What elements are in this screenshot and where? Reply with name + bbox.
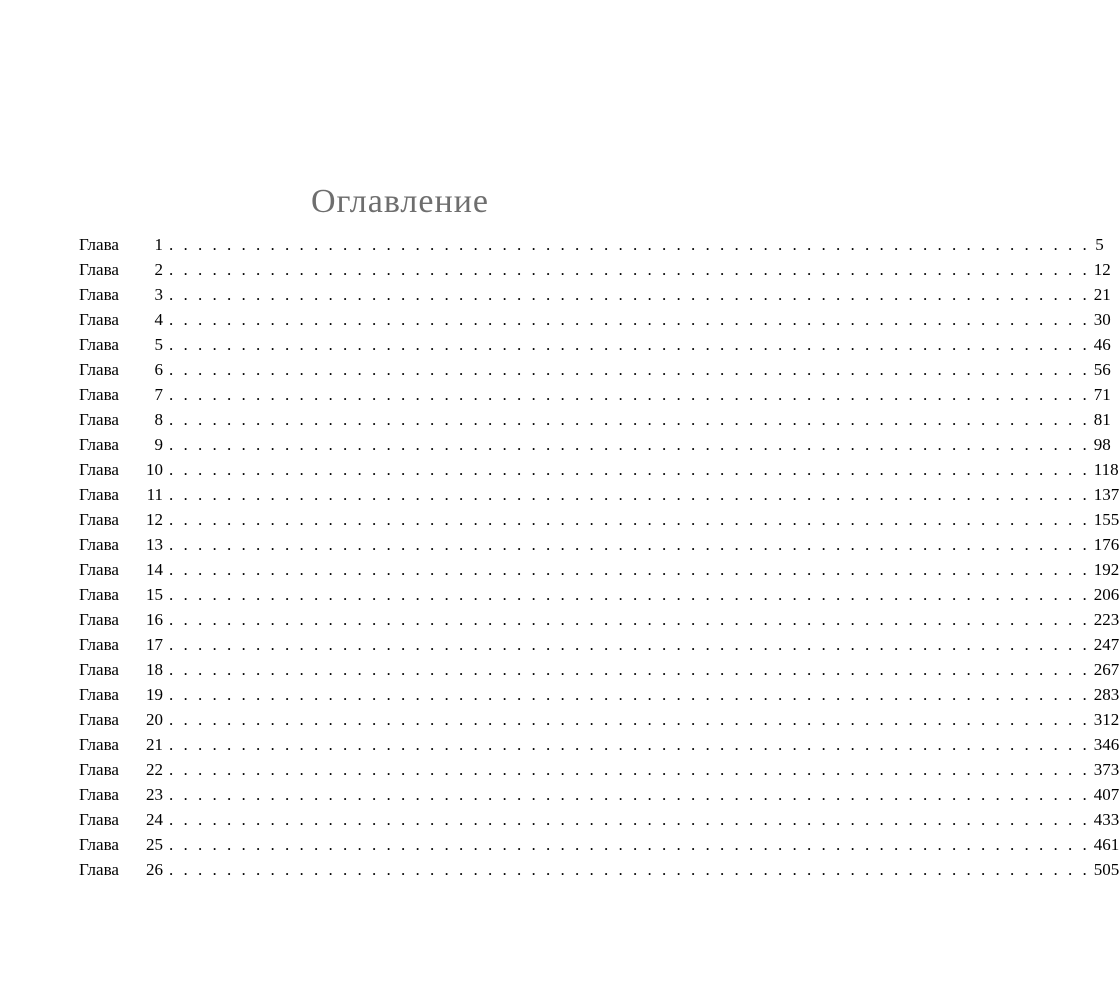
dot-leader: . . . . . . . . . . . . . . . . . . . . . . . . . . . . . . . . . . . . . . . . . . . . . . . . . . . . . . . . . . . . . . . . — [169, 710, 1090, 729]
chapter-number: 8 — [154, 410, 163, 429]
chapter-label — [79, 757, 163, 782]
chapter-label — [79, 482, 163, 507]
chapter-number: 21 — [146, 735, 163, 754]
toc-entry[interactable] — [79, 757, 1119, 782]
chapter-label — [79, 457, 163, 482]
chapter-label — [79, 682, 163, 707]
page-number: 12 — [1093, 260, 1111, 279]
chapter-label — [79, 732, 163, 757]
toc-entry[interactable] — [79, 232, 1104, 257]
chapter-label — [79, 557, 163, 582]
page-number: 312 — [1093, 710, 1119, 729]
page-number: 71 — [1093, 385, 1111, 404]
dot-leader: . . . . . . . . . . . . . . . . . . . . . . . . . . . . . . . . . . . . . . . . . . . . . . . . . . . . . . . . . . . . . . . . — [169, 785, 1090, 804]
chapter-label — [79, 857, 163, 882]
page-number: 30 — [1093, 310, 1111, 329]
toc-entry[interactable] — [79, 257, 1111, 282]
dot-leader: . . . . . . . . . . . . . . . . . . . . . . . . . . . . . . . . . . . . . . . . . . . . . . . . . . . . . . . . . . . . . . . . — [169, 660, 1090, 679]
dot-leader: . . . . . . . . . . . . . . . . . . . . . . . . . . . . . . . . . . . . . . . . . . . . . . . . . . . . . . . . . . . . . . . . — [169, 485, 1090, 504]
toc-entry[interactable] — [79, 282, 1111, 307]
page-number: 247 — [1093, 635, 1119, 654]
page-number: 433 — [1093, 810, 1119, 829]
toc-entry[interactable] — [79, 832, 1119, 857]
chapter-word: Глава — [79, 285, 119, 304]
dot-leader: . . . . . . . . . . . . . . . . . . . . . . . . . . . . . . . . . . . . . . . . . . . . . . . . . . . . . . . . . . . . . . . . — [169, 460, 1090, 479]
chapter-label — [79, 432, 163, 457]
table-of-contents — [79, 232, 1119, 882]
chapter-label — [79, 832, 163, 857]
page-number: 505 — [1093, 860, 1119, 879]
dot-leader: . . . . . . . . . . . . . . . . . . . . . . . . . . . . . . . . . . . . . . . . . . . . . . . . . . . . . . . . . . . . . . . . — [169, 860, 1090, 879]
dot-leader: . . . . . . . . . . . . . . . . . . . . . . . . . . . . . . . . . . . . . . . . . . . . . . . . . . . . . . . . . . . . . . . . — [169, 560, 1090, 579]
page-number: 118 — [1093, 460, 1119, 479]
dot-leader: . . . . . . . . . . . . . . . . . . . . . . . . . . . . . . . . . . . . . . . . . . . . . . . . . . . . . . . . . . . . . . . . — [169, 410, 1090, 429]
dot-leader: . . . . . . . . . . . . . . . . . . . . . . . . . . . . . . . . . . . . . . . . . . . . . . . . . . . . . . . . . . . . . . . . — [169, 310, 1090, 329]
chapter-label — [79, 657, 163, 682]
page-number: 21 — [1093, 285, 1111, 304]
page-number: 155 — [1093, 510, 1119, 529]
chapter-word: Глава — [79, 860, 119, 879]
chapter-word: Глава — [79, 535, 119, 554]
chapter-number: 20 — [146, 710, 163, 729]
chapter-number: 26 — [146, 860, 163, 879]
chapter-number: 1 — [154, 235, 163, 254]
chapter-label — [79, 407, 163, 432]
page-number: 283 — [1093, 685, 1119, 704]
chapter-number: 14 — [146, 560, 163, 579]
toc-entry[interactable] — [79, 507, 1119, 532]
chapter-word: Глава — [79, 835, 119, 854]
chapter-label — [79, 582, 163, 607]
toc-entry[interactable] — [79, 632, 1119, 657]
dot-leader: . . . . . . . . . . . . . . . . . . . . . . . . . . . . . . . . . . . . . . . . . . . . . . . . . . . . . . . . . . . . . . . . — [169, 685, 1090, 704]
chapter-label — [79, 507, 163, 532]
chapter-number: 22 — [146, 760, 163, 779]
dot-leader: . . . . . . . . . . . . . . . . . . . . . . . . . . . . . . . . . . . . . . . . . . . . . . . . . . . . . . . . . . . . . . . . — [169, 510, 1090, 529]
chapter-label — [79, 707, 163, 732]
toc-entry[interactable] — [79, 707, 1119, 732]
page-number: 407 — [1093, 785, 1119, 804]
chapter-number: 12 — [146, 510, 163, 529]
page-number: 267 — [1093, 660, 1119, 679]
chapter-number: 16 — [146, 610, 163, 629]
chapter-number: 2 — [154, 260, 163, 279]
toc-entry[interactable] — [79, 682, 1119, 707]
chapter-word: Глава — [79, 235, 119, 254]
chapter-word: Глава — [79, 660, 119, 679]
chapter-label — [79, 257, 163, 282]
page-number: 346 — [1093, 735, 1119, 754]
toc-entry[interactable] — [79, 782, 1119, 807]
dot-leader: . . . . . . . . . . . . . . . . . . . . . . . . . . . . . . . . . . . . . . . . . . . . . . . . . . . . . . . . . . . . . . . . — [169, 360, 1090, 379]
toc-entry[interactable] — [79, 857, 1119, 882]
chapter-number: 9 — [154, 435, 163, 454]
chapter-word: Глава — [79, 510, 119, 529]
chapter-label — [79, 632, 163, 657]
page-number: 5 — [1095, 235, 1104, 254]
dot-leader: . . . . . . . . . . . . . . . . . . . . . . . . . . . . . . . . . . . . . . . . . . . . . . . . . . . . . . . . . . . . . . . . — [169, 585, 1090, 604]
chapter-number: 25 — [146, 835, 163, 854]
toc-entry[interactable] — [79, 532, 1119, 557]
chapter-number: 10 — [146, 460, 163, 479]
chapter-word: Глава — [79, 435, 119, 454]
toc-entry[interactable] — [79, 357, 1111, 382]
dot-leader: . . . . . . . . . . . . . . . . . . . . . . . . . . . . . . . . . . . . . . . . . . . . . . . . . . . . . . . . . . . . . . . . — [169, 260, 1090, 279]
dot-leader: . . . . . . . . . . . . . . . . . . . . . . . . . . . . . . . . . . . . . . . . . . . . . . . . . . . . . . . . . . . . . . . . — [169, 535, 1090, 554]
page-number: 192 — [1093, 560, 1119, 579]
chapter-label — [79, 807, 163, 832]
chapter-number: 11 — [146, 485, 163, 504]
toc-entry[interactable] — [79, 432, 1111, 457]
chapter-number: 13 — [146, 535, 163, 554]
dot-leader: . . . . . . . . . . . . . . . . . . . . . . . . . . . . . . . . . . . . . . . . . . . . . . . . . . . . . . . . . . . . . . . . — [169, 835, 1090, 854]
chapter-number: 15 — [146, 585, 163, 604]
chapter-word: Глава — [79, 585, 119, 604]
chapter-label — [79, 332, 163, 357]
chapter-word: Глава — [79, 360, 119, 379]
page-number: 137 — [1093, 485, 1119, 504]
chapter-number: 7 — [154, 385, 163, 404]
chapter-word: Глава — [79, 635, 119, 654]
chapter-number: 4 — [154, 310, 163, 329]
dot-leader: . . . . . . . . . . . . . . . . . . . . . . . . . . . . . . . . . . . . . . . . . . . . . . . . . . . . . . . . . . . . . . . . — [169, 760, 1090, 779]
chapter-label — [79, 782, 163, 807]
chapter-number: 18 — [146, 660, 163, 679]
dot-leader: . . . . . . . . . . . . . . . . . . . . . . . . . . . . . . . . . . . . . . . . . . . . . . . . . . . . . . . . . . . . . . . . — [169, 235, 1090, 254]
chapter-word: Глава — [79, 710, 119, 729]
dot-leader: . . . . . . . . . . . . . . . . . . . . . . . . . . . . . . . . . . . . . . . . . . . . . . . . . . . . . . . . . . . . . . . . — [169, 735, 1090, 754]
toc-entry[interactable] — [79, 582, 1119, 607]
toc-entry[interactable] — [79, 457, 1119, 482]
chapter-number: 23 — [146, 785, 163, 804]
dot-leader: . . . . . . . . . . . . . . . . . . . . . . . . . . . . . . . . . . . . . . . . . . . . . . . . . . . . . . . . . . . . . . . . — [169, 810, 1090, 829]
chapter-word: Глава — [79, 760, 119, 779]
page-number: 98 — [1093, 435, 1111, 454]
chapter-word: Глава — [79, 610, 119, 629]
chapter-word: Глава — [79, 485, 119, 504]
page-number: 223 — [1093, 610, 1119, 629]
chapter-number: 19 — [146, 685, 163, 704]
chapter-label — [79, 357, 163, 382]
dot-leader: . . . . . . . . . . . . . . . . . . . . . . . . . . . . . . . . . . . . . . . . . . . . . . . . . . . . . . . . . . . . . . . . — [169, 385, 1090, 404]
chapter-word: Глава — [79, 685, 119, 704]
chapter-word: Глава — [79, 735, 119, 754]
chapter-word: Глава — [79, 260, 119, 279]
chapter-number: 24 — [146, 810, 163, 829]
toc-entry[interactable] — [79, 382, 1111, 407]
chapter-word: Глава — [79, 785, 119, 804]
chapter-number: 17 — [146, 635, 163, 654]
toc-entry[interactable] — [79, 307, 1111, 332]
chapter-word: Глава — [79, 410, 119, 429]
chapter-label — [79, 232, 163, 257]
chapter-number: 5 — [154, 335, 163, 354]
page-number: 373 — [1093, 760, 1119, 779]
toc-entry[interactable] — [79, 332, 1111, 357]
chapter-number: 3 — [154, 285, 163, 304]
dot-leader: . . . . . . . . . . . . . . . . . . . . . . . . . . . . . . . . . . . . . . . . . . . . . . . . . . . . . . . . . . . . . . . . — [169, 335, 1090, 354]
page-number: 206 — [1093, 585, 1119, 604]
toc-entry[interactable] — [79, 807, 1119, 832]
chapter-label — [79, 307, 163, 332]
chapter-word: Глава — [79, 810, 119, 829]
page-number: 56 — [1093, 360, 1111, 379]
chapter-word: Глава — [79, 385, 119, 404]
chapter-label — [79, 607, 163, 632]
chapter-label — [79, 282, 163, 307]
chapter-word: Глава — [79, 460, 119, 479]
dot-leader: . . . . . . . . . . . . . . . . . . . . . . . . . . . . . . . . . . . . . . . . . . . . . . . . . . . . . . . . . . . . . . . . — [169, 610, 1090, 629]
toc-entry[interactable] — [79, 407, 1111, 432]
toc-entry[interactable] — [79, 557, 1119, 582]
chapter-word: Глава — [79, 560, 119, 579]
chapter-number: 6 — [154, 360, 163, 379]
page-number: 176 — [1093, 535, 1119, 554]
chapter-label — [79, 382, 163, 407]
toc-entry[interactable] — [79, 732, 1119, 757]
toc-entry[interactable] — [79, 607, 1119, 632]
page-number: 461 — [1093, 835, 1119, 854]
chapter-label — [79, 532, 163, 557]
page-title: Оглавление — [311, 182, 489, 220]
chapter-word: Глава — [79, 335, 119, 354]
toc-entry[interactable] — [79, 482, 1119, 507]
page-number: 81 — [1093, 410, 1111, 429]
dot-leader: . . . . . . . . . . . . . . . . . . . . . . . . . . . . . . . . . . . . . . . . . . . . . . . . . . . . . . . . . . . . . . . . — [169, 285, 1090, 304]
toc-entry[interactable] — [79, 657, 1119, 682]
dot-leader: . . . . . . . . . . . . . . . . . . . . . . . . . . . . . . . . . . . . . . . . . . . . . . . . . . . . . . . . . . . . . . . . — [169, 435, 1090, 454]
page-number: 46 — [1093, 335, 1111, 354]
dot-leader: . . . . . . . . . . . . . . . . . . . . . . . . . . . . . . . . . . . . . . . . . . . . . . . . . . . . . . . . . . . . . . . . — [169, 635, 1090, 654]
chapter-word: Глава — [79, 310, 119, 329]
